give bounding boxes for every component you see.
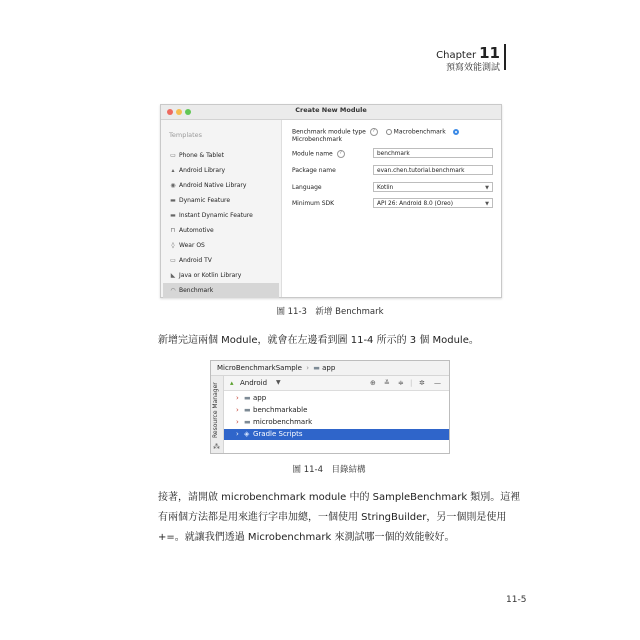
chevron-right-icon[interactable]: › [236,418,239,426]
body-paragraph-1: 新增完這兩個 Module，就會在左邊看到圖 11-4 所示的 3 個 Module。 [158,335,479,346]
chevron-right-icon[interactable]: › [236,406,239,414]
body-paragraph-2-line-2: 有兩個方法都是用來進行字串加總，一個使用 StringBuilder，另一個則是使用 [158,512,507,523]
folder-icon: ▬ [244,418,251,426]
tree-row-benchmarkable[interactable] [224,405,449,416]
language-value: Kotlin [377,185,394,191]
template-item-label: Dynamic Feature [179,197,231,204]
help-icon[interactable]: ? [370,128,378,136]
toolbar-divider: | [410,379,413,387]
tree-row-label: microbenchmark [253,418,313,426]
module-type-label: Benchmark module type [292,128,366,136]
tv-icon: ▭ [170,257,176,264]
body-paragraph-2-line-3: +=。就讓我們透過 Microbenchmark 來測試哪一個的效能較好。 [158,532,455,543]
template-item-label: Wear OS [179,242,205,249]
figure-caption-11-3: 圖 11-3 新增 Benchmark [276,307,384,317]
template-item-label: Java or Kotlin Library [179,272,242,279]
chapter-subtitle: 預寫效能測試 [445,63,500,73]
breadcrumb [211,361,449,376]
min-sdk-value: API 26: Android 8.0 (Oreo) [377,201,453,207]
chapter-number: 11 [479,44,500,62]
radio-label-macrobenchmark: Macrobenchmark [393,128,446,136]
template-item[interactable] [163,253,279,268]
header-divider [504,44,506,70]
package-name-label: Package name [292,167,336,174]
template-item-label: Android Library [179,167,226,174]
chevron-down-icon[interactable]: ▼ [276,379,281,386]
figure-caption-11-4: 圖 11-4 目錄結構 [292,465,366,475]
radio-macrobenchmark[interactable] [386,129,392,135]
template-item-label: Android TV [179,257,212,264]
kotlin-icon: ◣ [170,272,176,279]
breadcrumb-separator-icon: › [306,364,310,372]
template-item[interactable] [163,283,279,298]
chevron-right-icon[interactable]: › [236,394,239,402]
android-icon: ▴ [171,167,175,174]
tree-row-label: app [253,394,267,402]
hide-panel-icon[interactable]: — [434,379,441,387]
watch-icon: ◊ [171,242,175,249]
chevron-down-icon: ▼ [485,185,489,191]
chevron-down-icon: ▼ [485,201,489,207]
tree-row-label: Gradle Scripts [253,430,303,438]
gradle-icon: ◈ [244,430,250,438]
module-name-label-row [292,150,345,158]
module-name-input[interactable]: benchmark [373,148,493,158]
tree-row-microbenchmark[interactable] [224,417,449,428]
page-number: 11-5 [506,595,527,605]
tree-row-app[interactable] [224,393,449,404]
templates-sidebar [161,120,282,297]
package-name-input[interactable]: evan.chen.tutorial.benchmark [373,165,493,175]
locate-icon[interactable]: ⊕ [370,379,376,387]
folder-icon: ▬ [170,212,176,219]
template-item[interactable] [163,208,279,223]
module-type-row [292,128,501,143]
folder-icon: ▬ [244,406,251,414]
chevron-right-icon[interactable]: › [236,430,239,438]
collapse-all-icon[interactable]: ≑ [398,379,404,387]
resource-manager-tab[interactable]: Resource Manager [212,382,219,438]
android-icon: ▴ [230,379,234,387]
structure-icon[interactable]: ⁂ [213,443,220,451]
gauge-icon: ◠ [170,287,176,294]
dialog-titlebar [161,105,501,120]
template-item[interactable] [163,268,279,283]
min-sdk-select[interactable] [373,198,493,208]
template-item-label: Benchmark [179,287,214,294]
module-name-label: Module name [292,150,333,158]
template-item[interactable] [163,178,279,193]
templates-heading: Templates [169,131,203,139]
car-icon: ⊓ [170,227,176,234]
template-item[interactable] [163,193,279,208]
template-item-label: Automotive [179,227,214,234]
template-item[interactable] [163,148,279,163]
tree-row-label: benchmarkable [253,406,308,414]
folder-icon: ▬ [244,394,251,402]
folder-icon: ▬ [313,364,320,372]
body-paragraph-2-line-1: 接著，請開啟 microbenchmark module 中的 SampleBenchmark 類別。這裡 [158,492,521,503]
template-item[interactable] [163,238,279,253]
phone-tablet-icon: ▭ [170,152,176,159]
tree-row-gradle-scripts[interactable] [224,429,449,440]
expand-all-icon[interactable]: ≚ [384,379,390,387]
language-select[interactable] [373,182,493,192]
breadcrumb-project[interactable]: MicroBenchmarkSample [217,364,302,372]
template-item-label: Instant Dynamic Feature [179,212,253,219]
view-selector[interactable]: Android [240,379,268,387]
gear-icon[interactable]: ✲ [419,379,425,387]
template-item[interactable] [163,163,279,178]
project-tree-panel [210,360,450,454]
side-tool-rail [211,376,224,453]
chapter-label: Chapter [436,50,477,61]
radio-microbenchmark[interactable] [453,129,459,135]
native-library-icon: ◉ [170,182,176,189]
template-item[interactable] [163,223,279,238]
project-view-toolbar [224,376,449,391]
breadcrumb-module[interactable]: app [322,364,336,372]
language-label: Language [292,184,322,191]
dialog-title: Create New Module [295,106,367,114]
folder-icon: ▬ [170,197,176,204]
help-icon[interactable]: ? [337,150,345,158]
radio-label-microbenchmark: Microbenchmark [292,136,343,143]
create-module-dialog [160,104,502,298]
min-sdk-label: Minimum SDK [292,200,335,207]
template-item-label: Phone & Tablet [179,152,224,159]
template-item-label: Android Native Library [179,182,247,189]
